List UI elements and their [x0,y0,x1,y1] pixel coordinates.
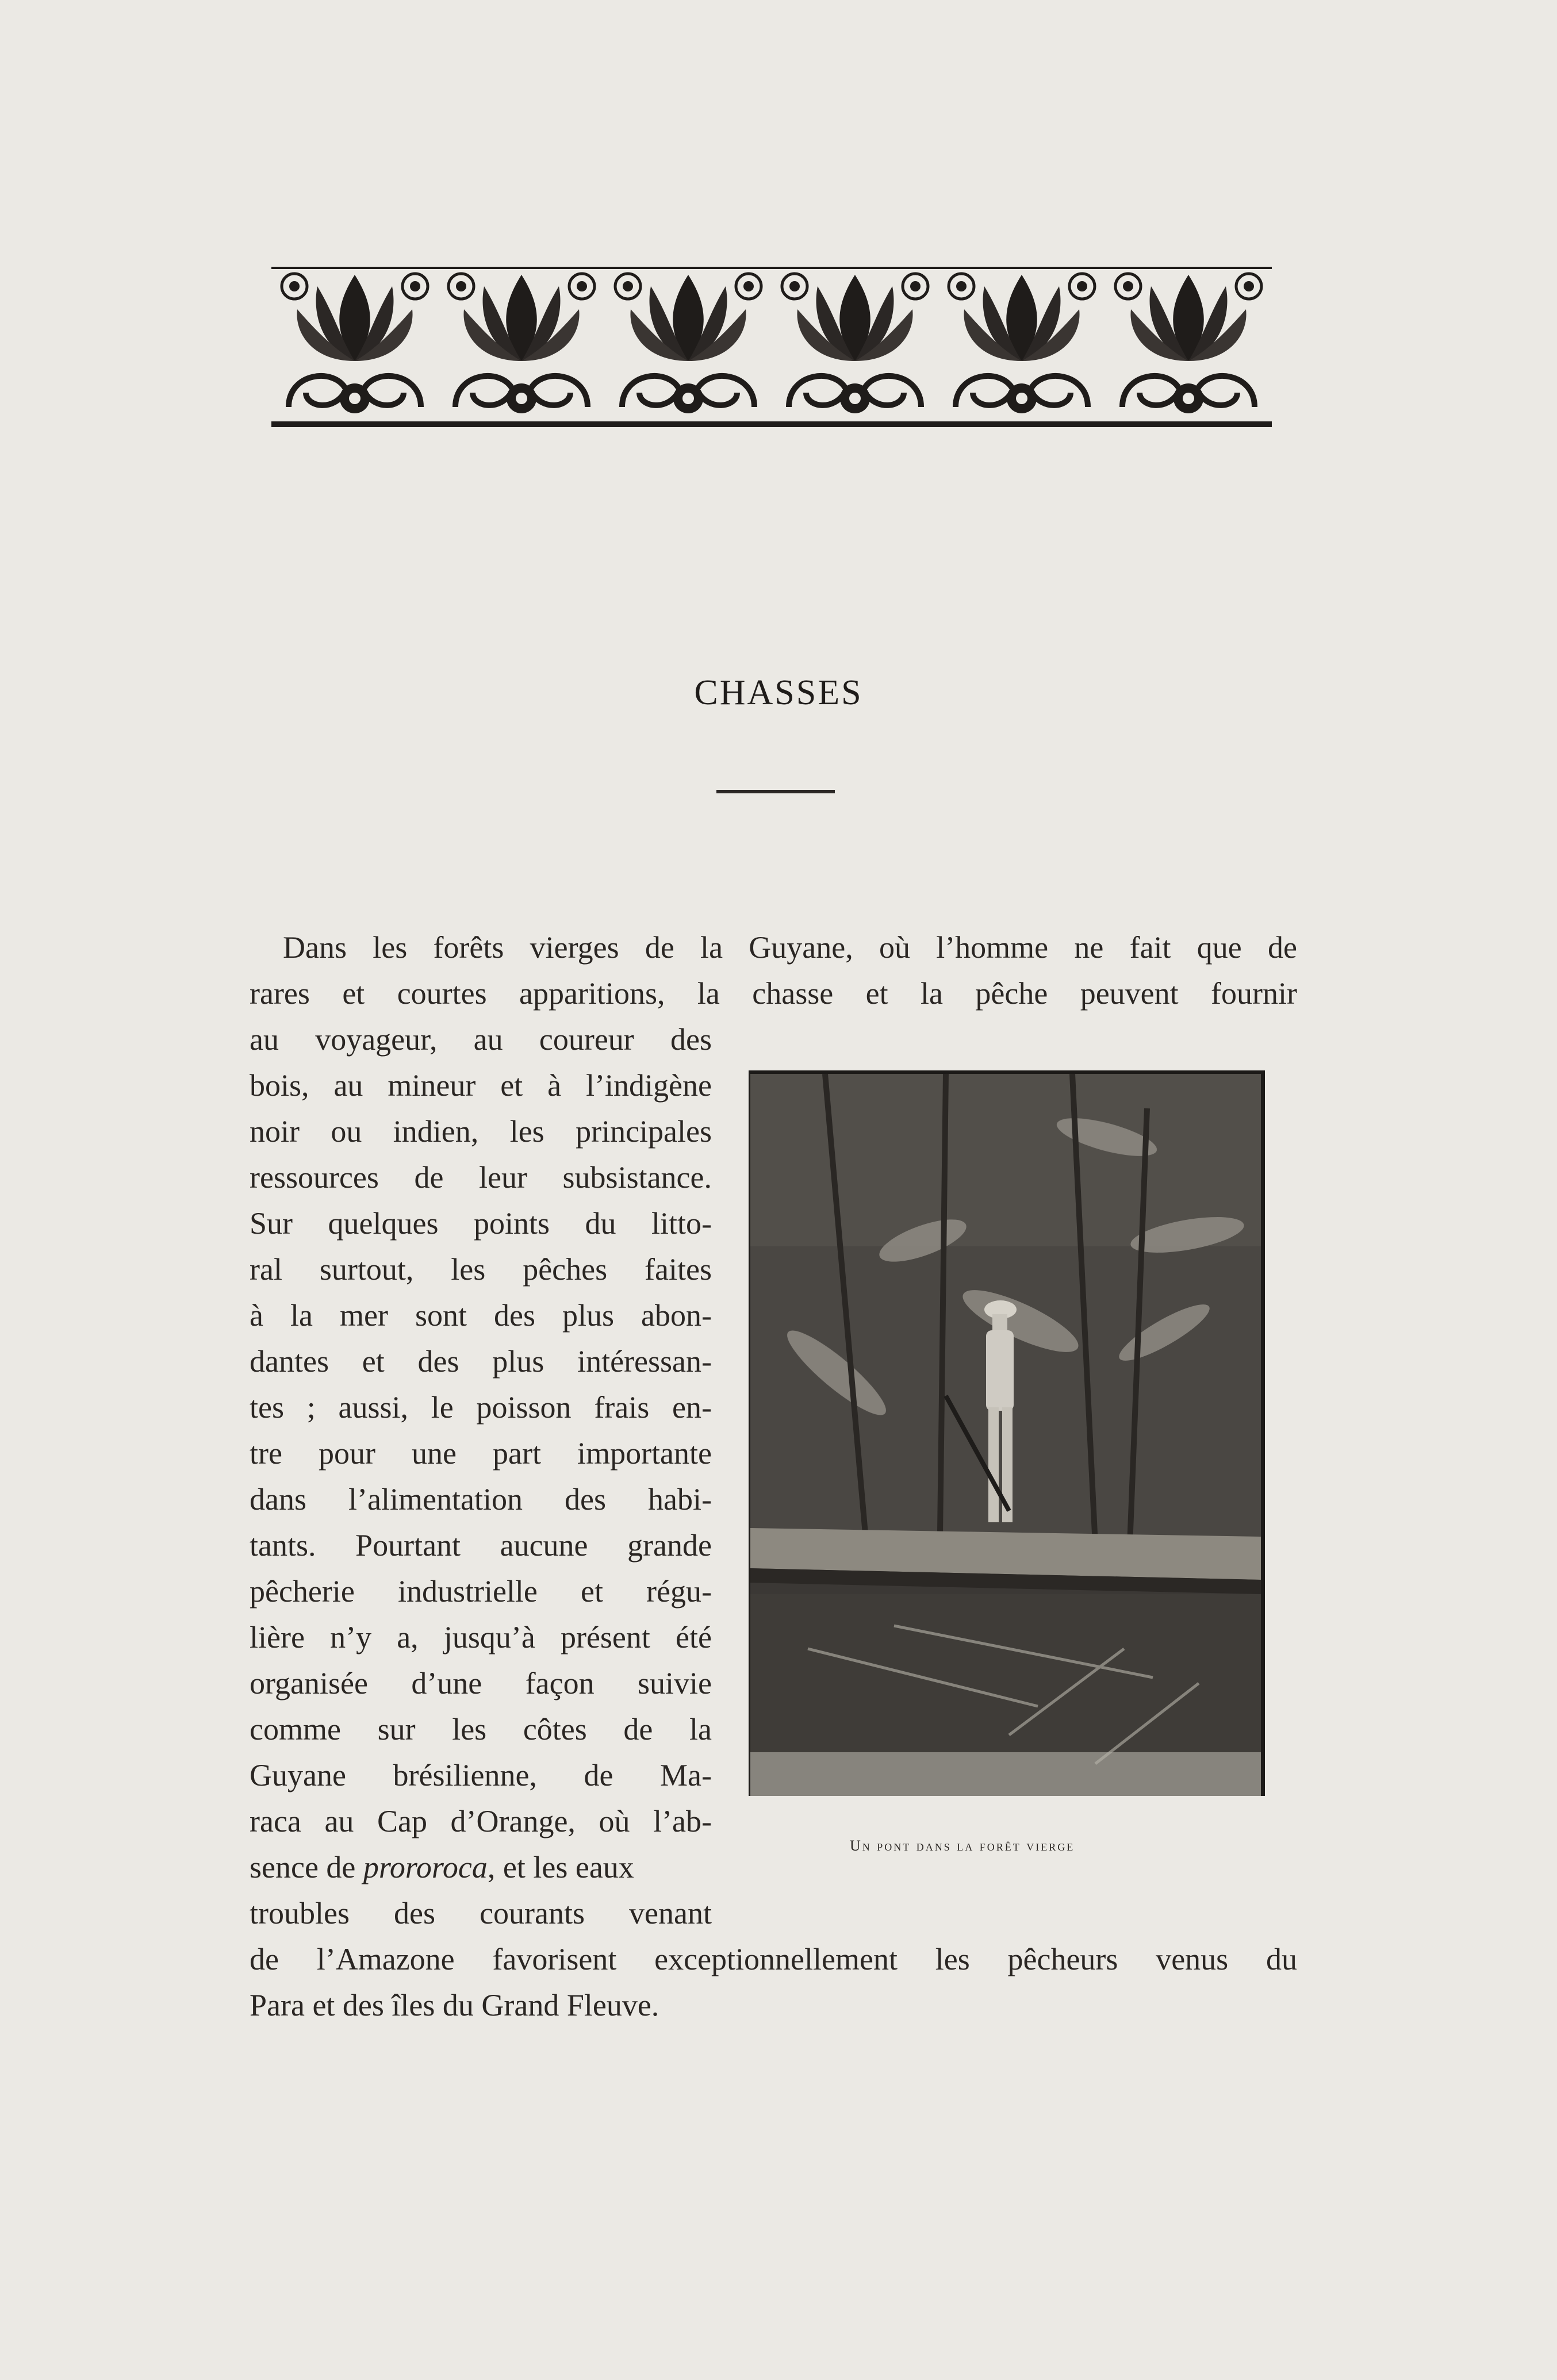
text-line: bois, au mineur et à l’indigène [250,1068,712,1103]
text-line: ressources de leur subsistance. [250,1160,712,1195]
text-line: tants. Pourtant aucune grande [250,1528,712,1563]
figure-caption: Un pont dans la forêt vierge [850,1837,1075,1854]
text-line: tre pour une part importante [250,1436,712,1471]
text-line: raca au Cap d’Orange, où l’ab- [250,1804,712,1838]
text-line: Para et des îles du Grand Fleuve. [250,1988,659,2022]
text-line: noir ou indien, les principales [250,1114,712,1149]
text-line: troubles des courants venant [250,1896,712,1930]
text-line: tes ; aussi, le poisson frais en- [250,1390,712,1425]
text-line: Sur quelques points du litto- [250,1206,712,1241]
italic-term: prororoca [363,1850,488,1884]
decorative-ornament-band [271,263,1273,431]
text-fragment: sence de [250,1850,363,1884]
text-line: rares et courtes apparitions, la chasse et la pêche peuvent fournir [250,976,1297,1011]
text-line: au voyageur, au coureur des [250,1022,712,1057]
text-line: ral surtout, les pêches faites [250,1252,712,1287]
text-line: Dans les forêts vierges de la Guyane, où l’homme ne fait que de [283,930,1297,965]
forest-engraving-image [750,1074,1261,1796]
text-line: lière n’y a, jusqu’à présent été [250,1620,712,1655]
text-line: à la mer sont des plus abon- [250,1298,712,1333]
text-line [250,1844,712,1890]
text-line: dantes et des plus intéressan- [250,1344,712,1379]
text-line: dans l’alimentation des habi- [250,1482,712,1517]
forest-engraving-figure [749,1070,1265,1796]
title-divider-rule [716,790,835,793]
text-line: pêcherie industrielle et régu- [250,1574,712,1609]
text-line: Guyane brésilienne, de Ma- [250,1758,712,1792]
text-line: comme sur les côtes de la [250,1712,712,1746]
text-line: organisée d’une façon suivie [250,1666,712,1700]
text-fragment: , et les eaux [487,1850,634,1884]
chapter-title: CHASSES [694,673,863,712]
text-line: de l’Amazone favorisent exceptionnellement les pêcheurs venus du [250,1942,1297,1976]
